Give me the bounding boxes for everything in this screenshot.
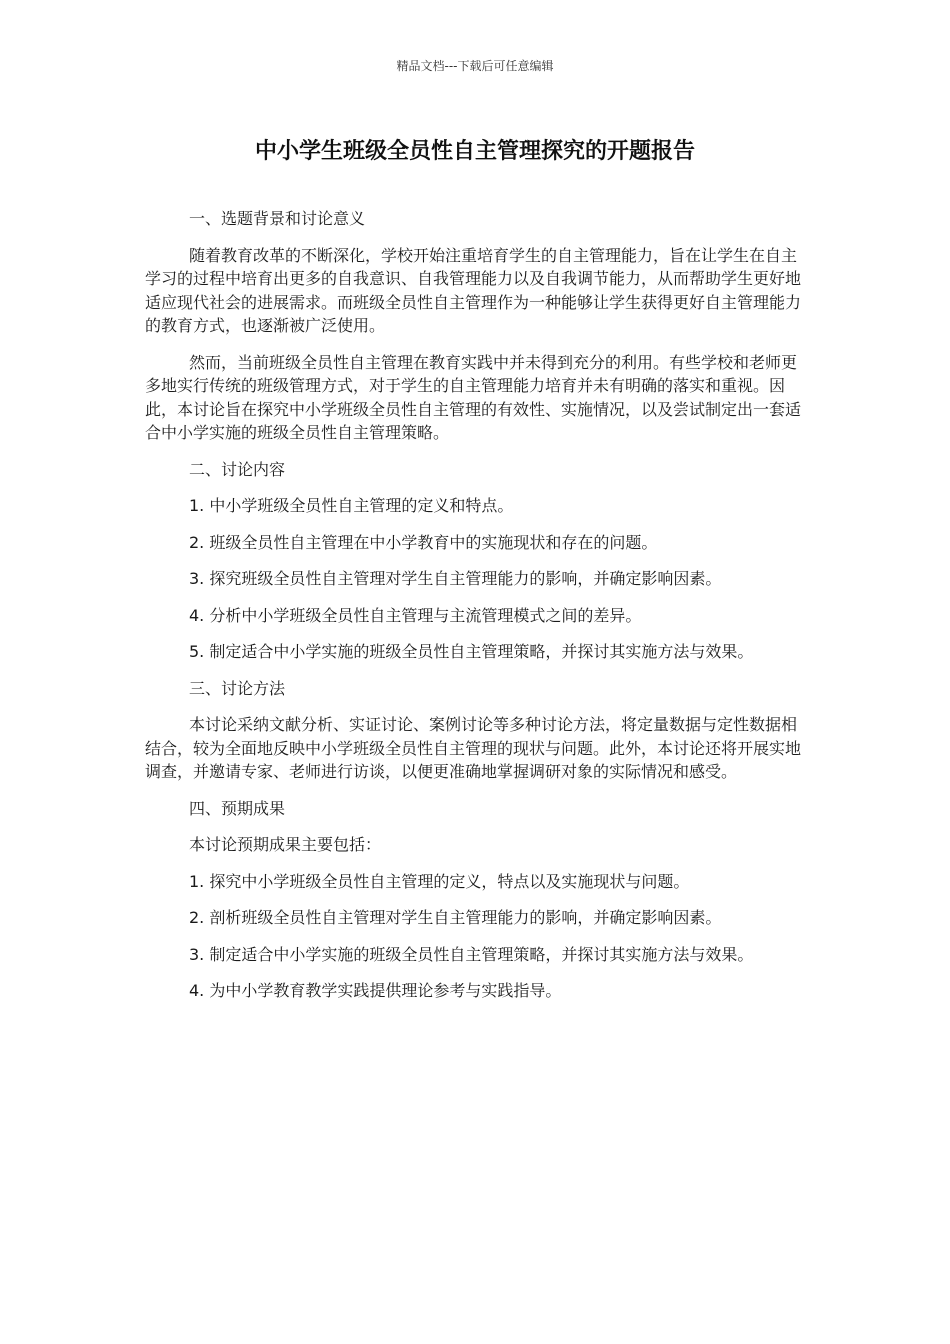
list-item: 3. 探究班级全员性自主管理对学生自主管理能力的影响，并确定影响因素。 bbox=[189, 569, 722, 588]
document-title: 中小学生班级全员性自主管理探究的开题报告 bbox=[254, 139, 695, 164]
list-item: 3. 制定适合中小学实施的班级全员性自主管理策略，并探讨其实施方法与效果。 bbox=[189, 944, 754, 964]
header-note: 精品文档---下载后可任意编辑 bbox=[396, 59, 554, 73]
section-heading-method: 三、讨论方法 bbox=[189, 678, 286, 698]
list-item: 1. 中小学班级全员性自主管理的定义和特点。 bbox=[189, 496, 514, 515]
section-heading-content: 二、讨论内容 bbox=[189, 459, 286, 479]
list-item: 2. 班级全员性自主管理在中小学教育中的实施现状和存在的问题。 bbox=[189, 532, 658, 552]
list-item: 1. 探究中小学班级全员性自主管理的定义，特点以及实施现状与问题。 bbox=[189, 871, 690, 891]
list-item: 2. 剖析班级全员性自主管理对学生自主管理能力的影响，并确定影响因素。 bbox=[189, 908, 722, 927]
list-item: 4. 为中小学教育教学实践提供理论参考与实践指导。 bbox=[189, 981, 562, 1000]
document-body bbox=[145, 207, 805, 1016]
section-heading-background: 一、选题背景和讨论意义 bbox=[189, 209, 366, 228]
list-item: 4. 分析中小学班级全员性自主管理与主流管理模式之间的差异。 bbox=[189, 605, 642, 625]
paragraph-background-2: 然而，当前班级全员性自主管理在教育实践中并未得到充分的利用。有些学校和老师更多地实行传统的班级管理方式，对于学生的自主管理能力培育并未有明确的落实和重视。因此，本讨论旨在探究中小学班级全员性自主管理的有效性、实施情况，以及尝试制定出一套适合中小学实施的班级全员性自主管理策略。 bbox=[145, 352, 802, 442]
paragraph-background-1: 随着教育改革的不断深化，学校开始注重培育学生的自主管理能力，旨在让学生在自主学习的过程中培育出更多的自我意识、自我管理能力以及自我调节能力，从而帮助学生更好地适应现代社会的进展需求。而班级全员性自主管理作为一种能够让学生获得更好自主管理能力的教育方式，也逐渐被广泛使用。 bbox=[145, 245, 802, 335]
section-heading-outcomes: 四、预期成果 bbox=[189, 798, 286, 818]
paragraph-outcomes-intro: 本讨论预期成果主要包括： bbox=[189, 835, 382, 854]
paragraph-method: 本讨论采纳文献分析、实证讨论、案例讨论等多种讨论方法，将定量数据与定性数据相结合，较为全面地反映中小学班级全员性自主管理的现状与问题。此外，本讨论还将开展实地调查，并邀请专家、老师进行访谈，以便更准确地掌握调研对象的实际情况和感受。 bbox=[145, 715, 802, 781]
list-item: 5. 制定适合中小学实施的班级全员性自主管理策略，并探讨其实施方法与效果。 bbox=[189, 642, 754, 661]
